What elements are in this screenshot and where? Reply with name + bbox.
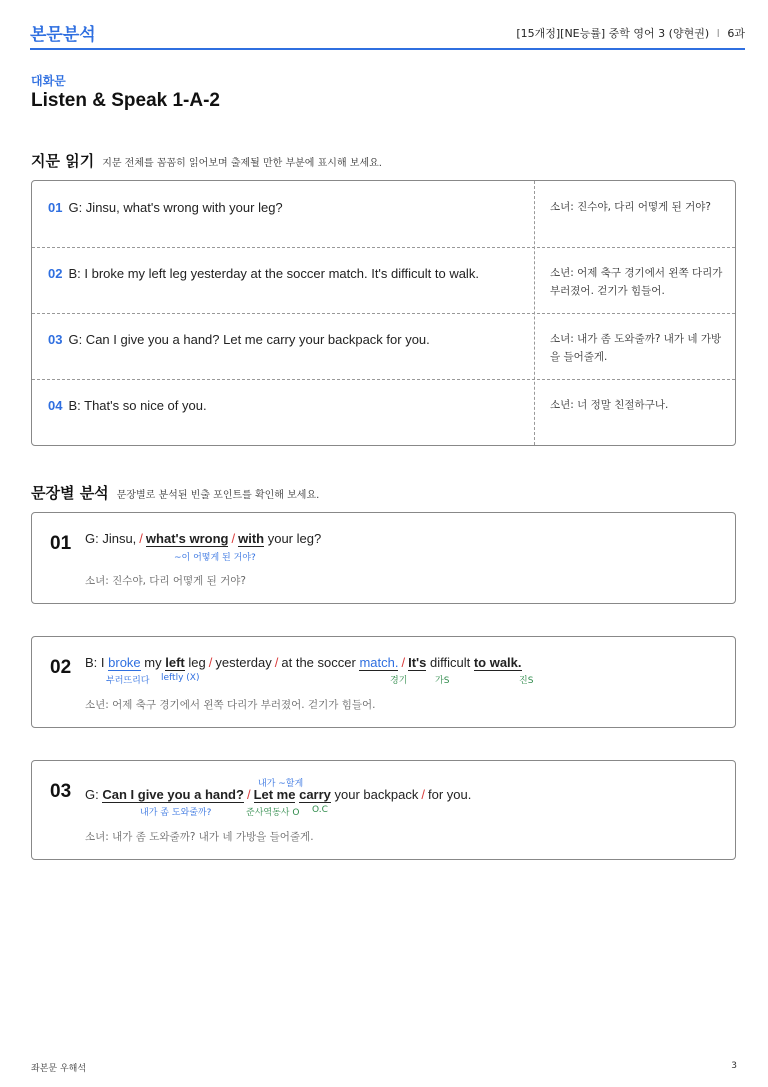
note-meaning: ~이 어떻게 된 거야?	[174, 553, 256, 563]
note-left: leftly (X)	[161, 673, 200, 683]
page-number: 3	[731, 1061, 737, 1071]
word-to-walk: to walk.	[473, 655, 522, 670]
footer-note: 좌본문 우해석	[31, 1064, 87, 1074]
sentence-number: 01	[50, 533, 72, 554]
word-at-the-soccer: at the soccer	[281, 655, 356, 670]
analysis-card-01	[31, 512, 736, 604]
header-separator: I	[716, 27, 720, 40]
page-title: Listen & Speak 1-A-2	[31, 90, 220, 111]
row-number: 04	[48, 398, 63, 413]
kind-label: 대화문	[31, 74, 66, 88]
english-sentence: B: That's so nice of you.	[68, 398, 207, 413]
word-broke: broke	[108, 655, 141, 670]
note-to-walk: 진S	[519, 676, 534, 686]
note-broke: 부러뜨리다	[106, 676, 150, 686]
reading-title: 지문 읽기	[31, 152, 95, 170]
sentence-line: G: Can I give you a hand? / Let me carry your backpack / for you.	[85, 787, 472, 802]
korean-translation: 소녀: 내가 좀 도와줄까? 내가 네 가방을 들어줄게.	[550, 333, 722, 363]
phrase-let-me: Let me	[253, 787, 296, 802]
analysis-heading	[31, 482, 319, 503]
note-its: 가S	[435, 676, 450, 686]
row-number: 01	[48, 200, 63, 215]
row-number: 03	[48, 332, 63, 347]
reading-box	[31, 180, 736, 446]
phrase-rest: your leg?	[267, 531, 322, 546]
note-hand: 내가 좀 도와줄까?	[140, 808, 212, 818]
sentence-number: 03	[50, 781, 72, 802]
reading-row	[32, 313, 735, 380]
reading-heading	[31, 150, 382, 171]
korean-translation: 소년: 어제 축구 경기에서 왼쪽 다리가 부러졌어. 걷기가 힘들어.	[85, 699, 376, 711]
phrase-for-you: for you.	[427, 787, 472, 802]
analysis-card-03	[31, 760, 736, 860]
speaker: G:	[85, 787, 99, 802]
note-match: 경기	[390, 676, 408, 686]
english-sentence: G: Jinsu, what's wrong with your leg?	[68, 200, 283, 215]
reading-row	[32, 181, 735, 248]
analysis-instruction: 문장별로 분석된 빈출 포인트를 확인해 보세요.	[116, 490, 320, 501]
sentence-number: 02	[50, 657, 72, 678]
word-its: It's	[408, 655, 427, 670]
note-oc: O.C	[312, 805, 328, 815]
sentence-line: G: Jinsu, / what's wrong / with your leg?	[85, 531, 322, 546]
korean-translation: 소녀: 내가 좀 도와줄까? 내가 네 가방을 들어줄게.	[85, 831, 314, 843]
phrase-backpack: your backpack	[334, 787, 419, 802]
reading-row	[32, 379, 735, 445]
word-my: my	[144, 655, 162, 670]
korean-translation: 소년: 너 정말 친절하구나.	[550, 399, 669, 411]
english-sentence: B: I broke my left leg yesterday at the soccer match. It's difficult to walk.	[68, 266, 479, 281]
analysis-card-02	[31, 636, 736, 728]
page-header	[30, 0, 745, 50]
note-causative: 준사역동사 O	[246, 808, 300, 818]
analysis-title: 문장별 분석	[31, 484, 109, 502]
word-left: left	[165, 655, 185, 670]
header-title: 본문분석	[30, 25, 96, 45]
english-sentence: G: Can I give you a hand? Let me carry your backpack for you.	[68, 332, 430, 347]
phrase-whats-wrong: what's wrong	[145, 531, 229, 546]
row-number: 02	[48, 266, 63, 281]
word-leg: leg	[188, 655, 206, 670]
book-info: [15개정][NE능률] 중학 영어 3 (양현권)	[516, 27, 710, 40]
lesson-label: 6과	[727, 27, 745, 40]
reading-row	[32, 247, 735, 314]
speaker: B: I	[85, 655, 105, 670]
word-difficult: difficult	[429, 655, 471, 670]
phrase-carry: carry	[299, 787, 331, 802]
header-meta	[516, 25, 745, 41]
korean-translation: 소녀: 진수야, 다리 어떻게 된 거야?	[550, 201, 711, 213]
sentence-line: B: I broke my left leg / yesterday / at the soccer match. / It's difficult to walk.	[85, 655, 522, 670]
phrase-with: with	[238, 531, 265, 546]
speaker: G: Jinsu,	[85, 531, 137, 546]
word-match: match.	[359, 655, 399, 670]
korean-translation: 소녀: 진수야, 다리 어떻게 된 거야?	[85, 575, 246, 587]
reading-instruction: 지문 전체를 꼼꼼히 읽어보며 출제될 만한 부분에 표시해 보세요.	[102, 158, 382, 169]
korean-translation: 소년: 어제 축구 경기에서 왼쪽 다리가 부러졌어. 걷기가 힘들어.	[550, 267, 723, 297]
word-yesterday: yesterday	[215, 655, 272, 670]
note-let-me: 내가 ~할게	[258, 779, 304, 789]
phrase-give-a-hand: Can I give you a hand?	[102, 787, 244, 802]
